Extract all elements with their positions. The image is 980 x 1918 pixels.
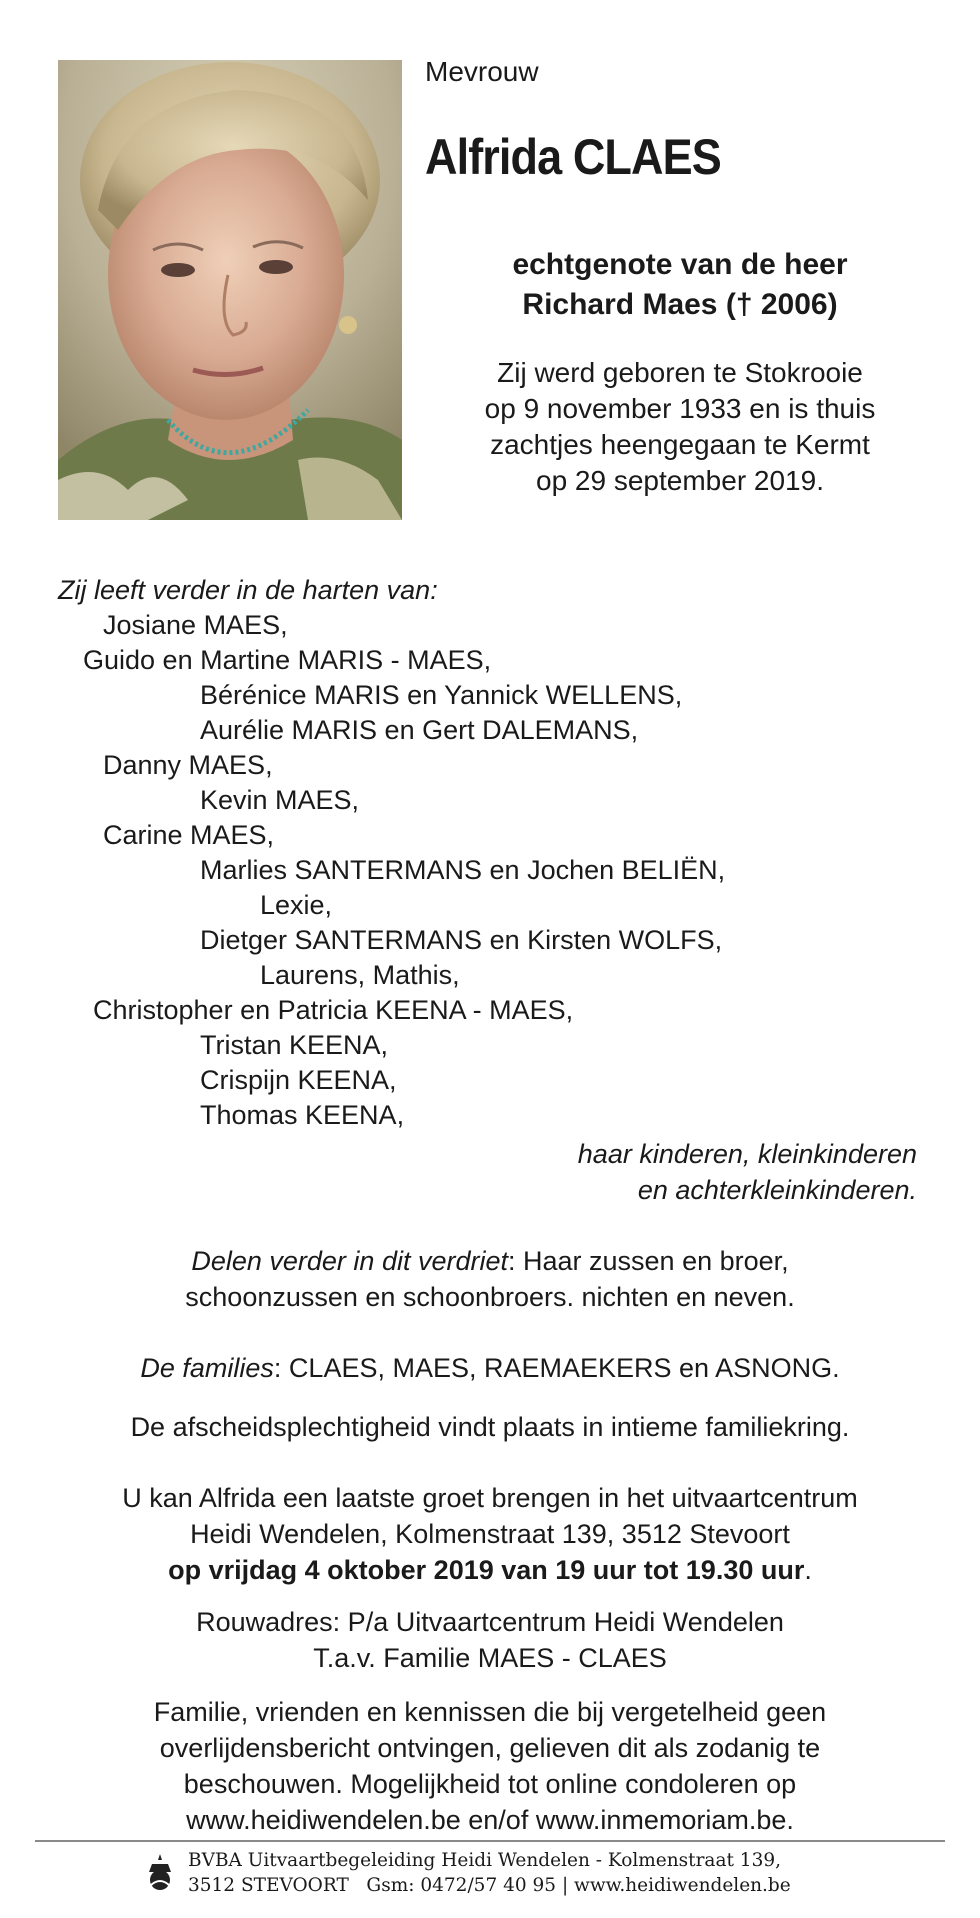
family-member: Aurélie MARIS en Gert DALEMANS,: [200, 715, 639, 745]
family-member: Danny MAES,: [103, 750, 273, 780]
sharing-grief: [40, 1243, 940, 1315]
family-member: Tristan KEENA,: [200, 1030, 389, 1060]
notice-line: overlijdensbericht ontvingen, gelieven dit als zodanig te: [159, 1733, 821, 1763]
visit-line-2: Heidi Wendelen, Kolmenstraat 139, 3512 Stevoort: [190, 1519, 790, 1549]
funeral-home-logo-icon: [142, 1852, 178, 1892]
address-line-1: Rouwadres: P/a Uitvaartcentrum Heidi Wendelen: [196, 1607, 784, 1637]
family-member: Bérénice MARIS en Yannick WELLENS,: [200, 680, 683, 710]
families-text: : CLAES, MAES, RAEMAEKERS en ASNONG.: [273, 1353, 840, 1383]
visit-period: .: [804, 1555, 812, 1585]
footer-line-2: 3512 STEVOORT Gsm: 0472/57 40 95 | www.heidiwendelen.be: [188, 1875, 791, 1896]
family-member: Dietger SANTERMANS en Kirsten WOLFS,: [200, 925, 723, 955]
born-line: op 29 september 2019.: [536, 465, 824, 496]
birth-death-info: [410, 355, 950, 499]
family-member: Lexie,: [260, 890, 333, 920]
notice-line: www.heidiwendelen.be en/of www.inmemoriam.be.: [186, 1805, 794, 1835]
footer-line-1: BVBA Uitvaartbegeleiding Heidi Wendelen - Kolmenstraat 139,: [188, 1850, 781, 1871]
family-member: Kevin MAES,: [200, 785, 360, 815]
portrait-photo: [58, 60, 402, 520]
notice-line: Familie, vrienden en kennissen die bij vergetelheid geen: [153, 1697, 827, 1727]
families-label: De families: [140, 1353, 274, 1383]
mourning-address: [40, 1604, 940, 1676]
deceased-name: Alfrida CLAES: [425, 129, 721, 185]
families-line: [40, 1350, 940, 1386]
family-summary: [578, 1136, 917, 1208]
notice-text: [40, 1694, 940, 1838]
sharing-label: Delen verder in dit verdriet: [191, 1246, 508, 1276]
address-line-2: T.a.v. Familie MAES - CLAES: [313, 1643, 667, 1673]
born-line: Zij werd geboren te Stokrooie: [497, 357, 863, 388]
footer-contact: [188, 1848, 791, 1898]
honorific: Mevrouw: [425, 56, 539, 87]
portrait-illustration: [58, 60, 402, 520]
notice-line: beschouwen. Mogelijkheid tot online condoleren op: [183, 1769, 797, 1799]
ceremony-line: De afscheidsplechtigheid vindt plaats in intieme familiekring.: [130, 1412, 850, 1442]
footer-divider: [35, 1840, 945, 1842]
visit-line-1: U kan Alfrida een laatste groet brengen in het uitvaartcentrum: [122, 1483, 858, 1513]
family-member: Marlies SANTERMANS en Jochen BELIËN,: [200, 855, 726, 885]
spouse-line-1: echtgenote van de heer: [512, 248, 848, 281]
family-intro: Zij leeft verder in de harten van:: [58, 575, 438, 605]
visit-info: [40, 1480, 940, 1588]
sharing-text-1: : Haar zussen en broer,: [508, 1246, 789, 1276]
born-line: op 9 november 1933 en is thuis: [484, 393, 876, 424]
spouse-line-2: Richard Maes († 2006): [522, 288, 838, 321]
spouse-info: [410, 245, 950, 325]
family-member: Carine MAES,: [103, 820, 275, 850]
sharing-text-2: schoonzussen en schoonbroers. nichten en neven.: [185, 1282, 795, 1312]
summary-line-2: en achterkleinkinderen.: [637, 1175, 917, 1205]
family-member: Thomas KEENA,: [200, 1100, 405, 1130]
born-line: zachtjes heengegaan te Kermt: [490, 429, 870, 460]
family-member: Christopher en Patricia KEENA - MAES,: [93, 995, 574, 1025]
summary-line-1: haar kinderen, kleinkinderen: [577, 1139, 917, 1169]
family-member: Guido en Martine MARIS - MAES,: [83, 645, 492, 675]
visit-datetime: op vrijdag 4 oktober 2019 van 19 uur tot 19.30 uur: [168, 1555, 805, 1585]
family-member: Josiane MAES,: [103, 610, 288, 640]
family-member: Laurens, Mathis,: [260, 960, 460, 990]
family-member: Crispijn KEENA,: [200, 1065, 397, 1095]
